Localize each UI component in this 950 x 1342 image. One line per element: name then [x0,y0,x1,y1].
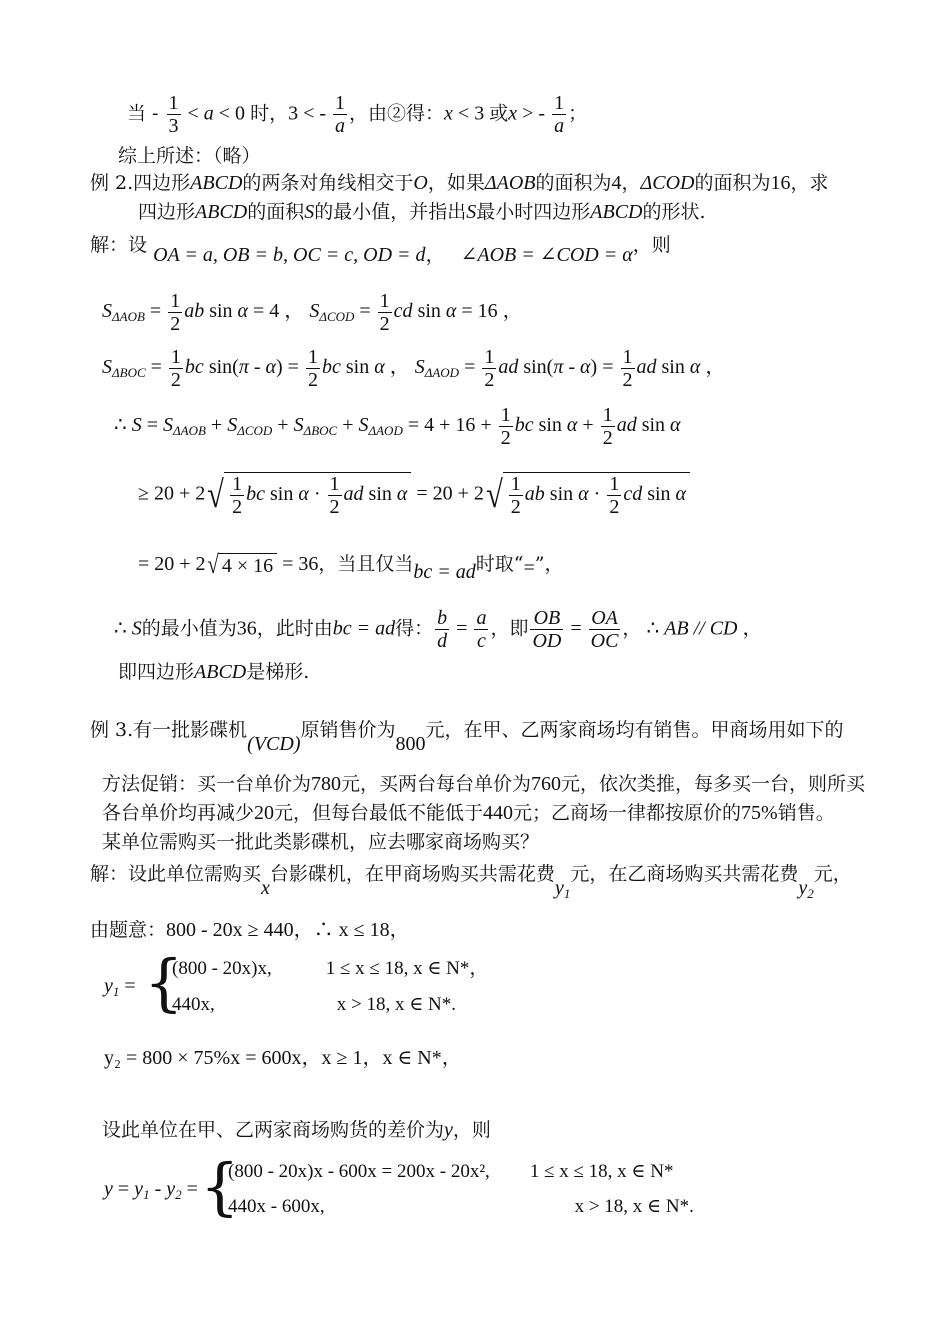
example-3-line4: 某单位需购买一批此类影碟机，应去哪家商场购买？ [102,831,540,853]
fraction: $\frac{OB}{OD}$ [532,607,562,652]
case-line: 当 - $\frac{1}{3}$ < a < 0 时，3 < - $\frac{1}{a}$ ，由②得：x < 3 或x > - $\frac{1}{a}$ ； [127,92,588,137]
fraction: $\frac{OA}{OC}$ [590,607,619,652]
example-3-line2: 方法促销：买一台单价为780元，买两台每台单价为760元，依次类推，每多买一台，则所买 [102,773,866,795]
summary-line: 综上所述：（略） [118,145,261,167]
fraction: $\frac{1}{2}$ [602,404,613,449]
y2-equation: y₂ = 800 × 75%x = 600x，x ≥ 1，x ∈ N*， [104,1047,462,1069]
fraction: $\frac{1}{2}$ [622,346,633,391]
y1-case-2: 440x, x > 18, x ∈ N*. [172,994,457,1015]
example-3-title: 例 3.有一批影碟机(VCD)原销售价为800元，在甲、乙两家商场均有销售。甲商场用如下的 [90,719,844,755]
example-3-line3: 各台单价均再减少20元，但每台最低不能低于440元；乙商场一律都按原价的75%销售。 [102,802,835,824]
fraction: $\frac{1}{a}$ [335,92,346,137]
area-equation-1: $S_{\Delta AOB}$ = $\frac{1}{2}$ ab sin α = 4 ， $S_{\Delta COD}$ = $\frac{1}{2}$ cd sin α = 16 ， [102,290,523,335]
equality-line: = 20 + 2√ 4 × 16 = 36，当且仅当bc = ad时取“=”， [138,550,564,583]
fraction: $\frac{1}{a}$ [554,92,565,137]
fraction: $\frac{1}{2}$ [379,290,390,335]
y1-label: $y_1$ = [104,975,136,999]
fraction: $\frac{1}{2}$ [307,346,318,391]
area-equation-2: $S_{\Delta BOC}$ = $\frac{1}{2}$ bc sin(π - α) = $\frac{1}{2}$ bc sin α ， $S_{\Delta AOD}$ = $\frac{1}{2}$ ad sin(π - α) = $\frac{1}{2}$ ad sin α ， [102,346,726,391]
trapezoid-line: 即四边形ABCD是梯形. [118,661,310,683]
fraction: $\frac{a}{c}$ [476,607,487,652]
y-label: $y = y_1 - y_2$ = [104,1178,198,1202]
fraction: $\frac{1}{2}$ [329,473,340,518]
example-2-title-cont: 四边形ABCD的面积S的最小值，并指出S最小时四边形ABCD的形状. [138,201,706,223]
minimum-line: ∴ S的最小值为36，此时由bc = ad得： $\frac{b}{d}$ = $\frac{a}{c}$ ，即 $\frac{OB}{OD}$ = $\frac{OA}{OC}$ ， ∴ AB // CD ， [114,607,763,652]
sum-equation: ∴ $S = S_{\Delta AOB} + S_{\Delta COD} + S_{\Delta BOC} + S_{\Delta AOD} = 4 + 16$ + $\frac{1}{2}$ bc sin α + $\frac{1}{2}$ ad sin α [114,404,681,449]
fraction: $\frac{1}{3}$ [168,92,179,137]
solution-3-setup: 解：设此单位需购买x台影碟机，在甲商场购买共需花费$y_1$元，在乙商场购买共需花费$y_2$元， [90,863,852,901]
difference-line: 设此单位在甲、乙两家商场购货的差价为y，则 [102,1119,491,1141]
y1-case-1: (800 - 20x)x, 1 ≤ x ≤ 18, x ∈ N*， [172,958,489,979]
fraction: $\frac{1}{2}$ [232,473,243,518]
solution-setup: 解：设 OA = a, OB = b, OC = c, OD = d， ∠AOB = ∠COD = α，则 [90,234,671,266]
brace: { [200,1150,240,1223]
example-2-title: 例 2.四边形ABCD的两条对角线相交于O，如果ΔAOB的面积为4，ΔCOD的面积为16，求 [90,172,829,194]
fraction: $\frac{1}{2}$ [170,290,181,335]
condition-line: 由题意：800 - 20x ≥ 440，∴ x ≤ 18， [90,919,410,941]
fraction: $\frac{1}{2}$ [609,473,620,518]
fraction: $\frac{1}{2}$ [484,346,495,391]
brace: { [144,946,184,1019]
inequality-line: ≥ 20 + 2√ $\frac{1}{2}$ bc sin α · $\frac{1}{2}$ ad sin α = 20 + 2√ $\frac{1}{2}$ ab sin α · $\frac{1}{2}$ cd sin α [138,472,690,518]
fraction: $\frac{1}{2}$ [500,404,511,449]
fraction: $\frac{b}{d}$ [437,607,448,652]
y-case-2: 440x - 600x, x > 18, x ∈ N*. [228,1196,694,1217]
fraction: $\frac{1}{2}$ [510,473,521,518]
y-case-1: (800 - 20x)x - 600x = 200x - 20x², 1 ≤ x ≤ 18, x ∈ N* [228,1161,674,1182]
fraction: $\frac{1}{2}$ [170,346,181,391]
